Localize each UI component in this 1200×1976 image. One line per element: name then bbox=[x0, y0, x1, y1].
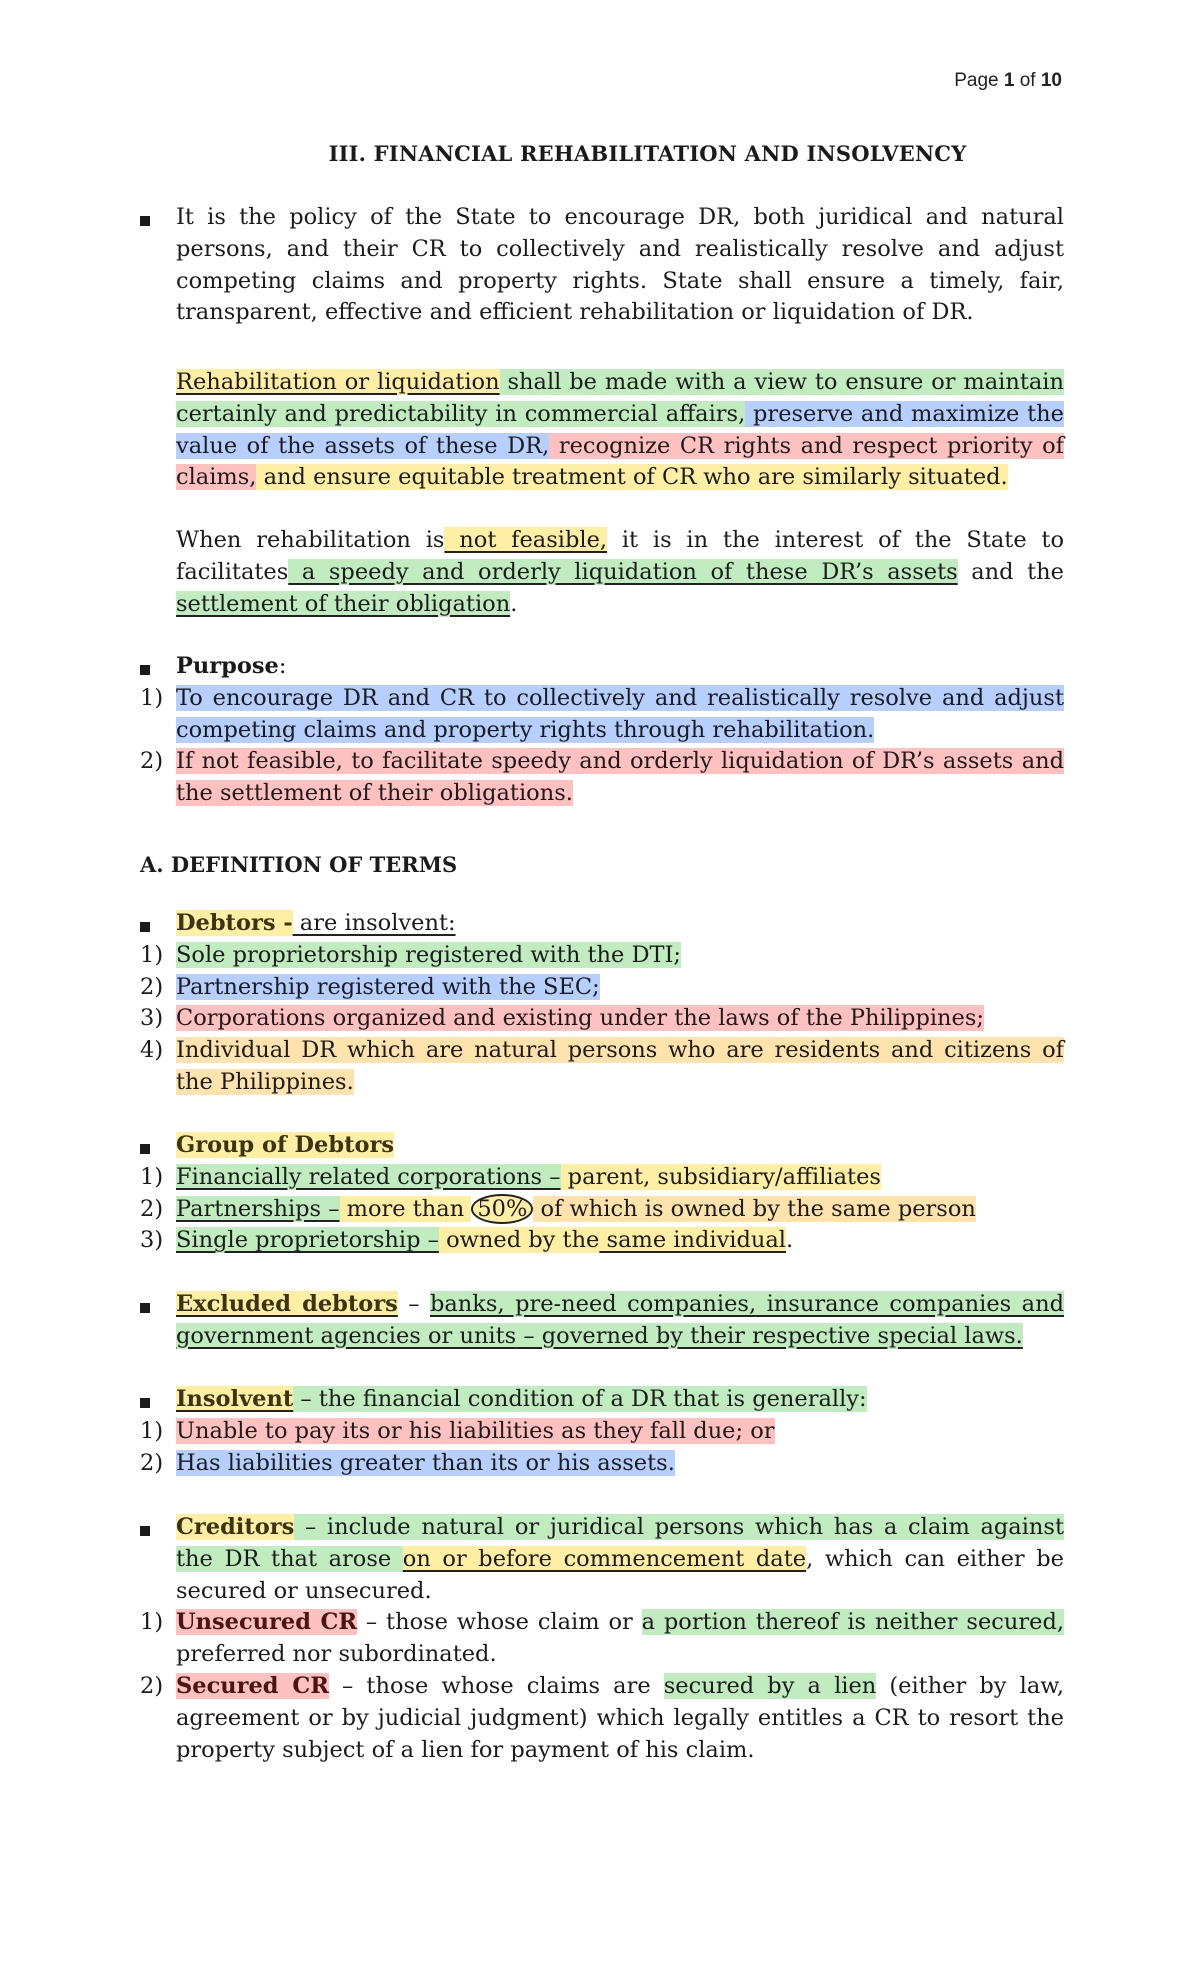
group-item bbox=[140, 1162, 1064, 1194]
excluded-list: banks, pre-need companies, insurance companies and government agencies or units bbox=[176, 1291, 1064, 1349]
creditors-term: Creditors bbox=[176, 1514, 295, 1540]
highlight-rehabilitation: Rehabilitation or liquidation bbox=[176, 369, 500, 395]
insolvent-definition bbox=[140, 1384, 1064, 1479]
page-number bbox=[954, 70, 1062, 92]
creditors-desc-2: , which can either be secured or unsecured. bbox=[176, 1545, 1064, 1604]
when-text: When rehabilitation is bbox=[176, 527, 445, 553]
section-heading: A. DEFINITION OF TERMS bbox=[140, 852, 458, 877]
excluded-term: Excluded debtors bbox=[176, 1291, 398, 1317]
highlight-speedy-liquidation: a speedy and orderly liquidation of these DR’s assets bbox=[288, 558, 958, 585]
group-term: Group of Debtors bbox=[176, 1132, 395, 1158]
highlight-preserve-assets: preserve and maximize the value of the assets of these DR, bbox=[176, 400, 1064, 459]
group-item-text: owned by the bbox=[438, 1227, 600, 1254]
rehabilitation-paragraph bbox=[176, 367, 1064, 494]
policy-paragraph: It is the policy of the State to encourage DR, both juridical and natural persons, and their CR to collectively and realistically resolve and adjust competing claims and property rights. State shall ensure a timely, fair, transparent, effective and efficient rehabilitation or liquidation of DR. bbox=[176, 204, 1064, 326]
excluded-debtors bbox=[176, 1289, 1064, 1353]
item-number: 1) bbox=[140, 1417, 164, 1444]
highlight-settlement: settlement of their obligation bbox=[176, 590, 511, 617]
group-item-period: . bbox=[786, 1227, 794, 1254]
debtors-term: Debtors - bbox=[176, 910, 293, 936]
insolvent-term: Insolvent bbox=[176, 1386, 294, 1412]
item-number: 1) bbox=[140, 941, 164, 968]
group-item-term: Single proprietorship – bbox=[176, 1227, 439, 1254]
group-item bbox=[140, 1225, 1064, 1257]
debtors-item-text: Corporations organized and existing under the laws of the Philippines; bbox=[176, 1005, 984, 1032]
item-number: 2) bbox=[140, 1672, 164, 1699]
bullet-marker bbox=[140, 1303, 150, 1313]
purpose-item bbox=[140, 746, 1064, 810]
item-number: 1) bbox=[140, 684, 164, 711]
creditors-item-text-2: (either by law, agreement or by judicial judgment) which legally entitles a CR to resort the property subject of a lien for payment of his claim. bbox=[176, 1672, 1064, 1763]
item-number: 3) bbox=[140, 1227, 164, 1254]
insolvent-item-text: Has liabilities greater than its or his assets. bbox=[176, 1449, 675, 1476]
highlight-commercial-affairs: shall be made with a view to ensure or maintain certainly and predictability in commercial affairs, bbox=[176, 369, 1064, 427]
liquidation-paragraph bbox=[176, 525, 1064, 620]
bullet-marker bbox=[140, 1144, 150, 1154]
unsecured-term: Unsecured CR bbox=[176, 1609, 358, 1636]
debtors-item-text: Sole proprietorship registered with the DTI; bbox=[176, 941, 681, 968]
group-item bbox=[140, 1194, 1064, 1226]
item-number: 3) bbox=[140, 1005, 164, 1032]
creditors-desc: – include natural or juridical persons which has a claim against the DR that arose bbox=[176, 1514, 1064, 1572]
group-item-text: of which is owned by the same person bbox=[533, 1195, 976, 1222]
secured-term: Secured CR bbox=[176, 1672, 329, 1699]
when-text-2: it is in the interest of the State to facilitates bbox=[176, 527, 1065, 585]
item-number: 4) bbox=[140, 1037, 164, 1064]
item-number: 2) bbox=[140, 973, 164, 1000]
group-item-term: Financially related corporations – bbox=[176, 1163, 561, 1190]
debtors-definition bbox=[140, 908, 1064, 1099]
bullet-marker bbox=[140, 1526, 150, 1536]
group-item-term: Partnerships – bbox=[176, 1195, 340, 1222]
creditors-item bbox=[140, 1671, 1064, 1766]
excluded-dash: – bbox=[397, 1291, 430, 1317]
group-item-text: parent, subsidiary/affiliates bbox=[560, 1163, 881, 1190]
highlight-equitable: and ensure equitable treatment of CR who are similarly situated. bbox=[256, 464, 1008, 491]
bullet-marker bbox=[140, 1398, 150, 1408]
purpose-item bbox=[140, 683, 1064, 747]
page-of: of bbox=[1019, 70, 1036, 91]
excluded-governed: – governed by their respective special laws. bbox=[516, 1322, 1023, 1349]
debtors-item-text: Partnership registered with the SEC; bbox=[176, 973, 600, 1000]
highlight-not-feasible: not feasible, bbox=[444, 527, 608, 553]
debtors-desc: are insolvent: bbox=[292, 910, 456, 936]
group-item-underlined: same individual bbox=[599, 1227, 786, 1254]
insolvent-desc: – the financial condition of a DR that is generally: bbox=[293, 1386, 867, 1412]
creditors-item-text: – those whose claims are bbox=[328, 1672, 664, 1699]
when-period: . bbox=[510, 590, 518, 617]
debtors-item bbox=[140, 972, 1064, 1004]
insolvent-item bbox=[140, 1416, 1064, 1448]
highlight-cr-rights: recognize CR rights and respect priority of claims, bbox=[176, 432, 1064, 491]
creditors-item-highlight: secured by a lien bbox=[663, 1672, 877, 1699]
insolvent-item-text: Unable to pay its or his liabilities as they fall due; or bbox=[176, 1417, 775, 1444]
item-number: 2) bbox=[140, 1449, 164, 1476]
creditors-item bbox=[140, 1607, 1064, 1671]
creditors-item-highlight: a portion thereof is neither secured, bbox=[641, 1609, 1064, 1636]
group-item-text: more than bbox=[339, 1195, 472, 1222]
debtors-item bbox=[140, 1035, 1064, 1099]
item-number: 1) bbox=[140, 1609, 164, 1636]
debtors-item bbox=[140, 1003, 1064, 1035]
bullet-marker bbox=[140, 665, 150, 675]
purpose-colon: : bbox=[278, 653, 287, 679]
page-label: Page bbox=[954, 70, 999, 91]
document-title: III. FINANCIAL REHABILITATION AND INSOLVENCY bbox=[328, 141, 967, 166]
creditors-definition bbox=[140, 1512, 1064, 1766]
bullet-marker bbox=[140, 216, 150, 226]
item-number: 2) bbox=[140, 748, 164, 775]
page-total: 10 bbox=[1040, 70, 1062, 91]
debtors-item bbox=[140, 940, 1064, 972]
purpose-item-text: If not feasible, to facilitate speedy and orderly liquidation of DR’s assets and the settlement of their obligations. bbox=[176, 748, 1064, 807]
creditors-commencement: on or before commencement date bbox=[402, 1545, 807, 1572]
bullet-marker bbox=[140, 922, 150, 932]
purpose-section bbox=[140, 651, 1064, 810]
creditors-item-text: – those whose claim or bbox=[357, 1609, 642, 1636]
creditors-item-text-2: preferred nor subordinated. bbox=[176, 1641, 497, 1668]
purpose-item-text: To encourage DR and CR to collectively and realistically resolve and adjust competing claims and property rights through rehabilitation. bbox=[176, 684, 1064, 743]
group-of-debtors bbox=[140, 1130, 1064, 1257]
insolvent-item bbox=[140, 1448, 1064, 1480]
purpose-label: Purpose bbox=[176, 653, 279, 679]
item-number: 1) bbox=[140, 1163, 164, 1190]
item-number: 2) bbox=[140, 1195, 164, 1222]
page-current: 1 bbox=[1003, 70, 1015, 91]
debtors-item-text: Individual DR which are natural persons who are residents and citizens of the Philippines. bbox=[176, 1037, 1064, 1095]
circled-percentage: 50% bbox=[471, 1194, 533, 1224]
when-text-3: and the bbox=[957, 558, 1064, 585]
